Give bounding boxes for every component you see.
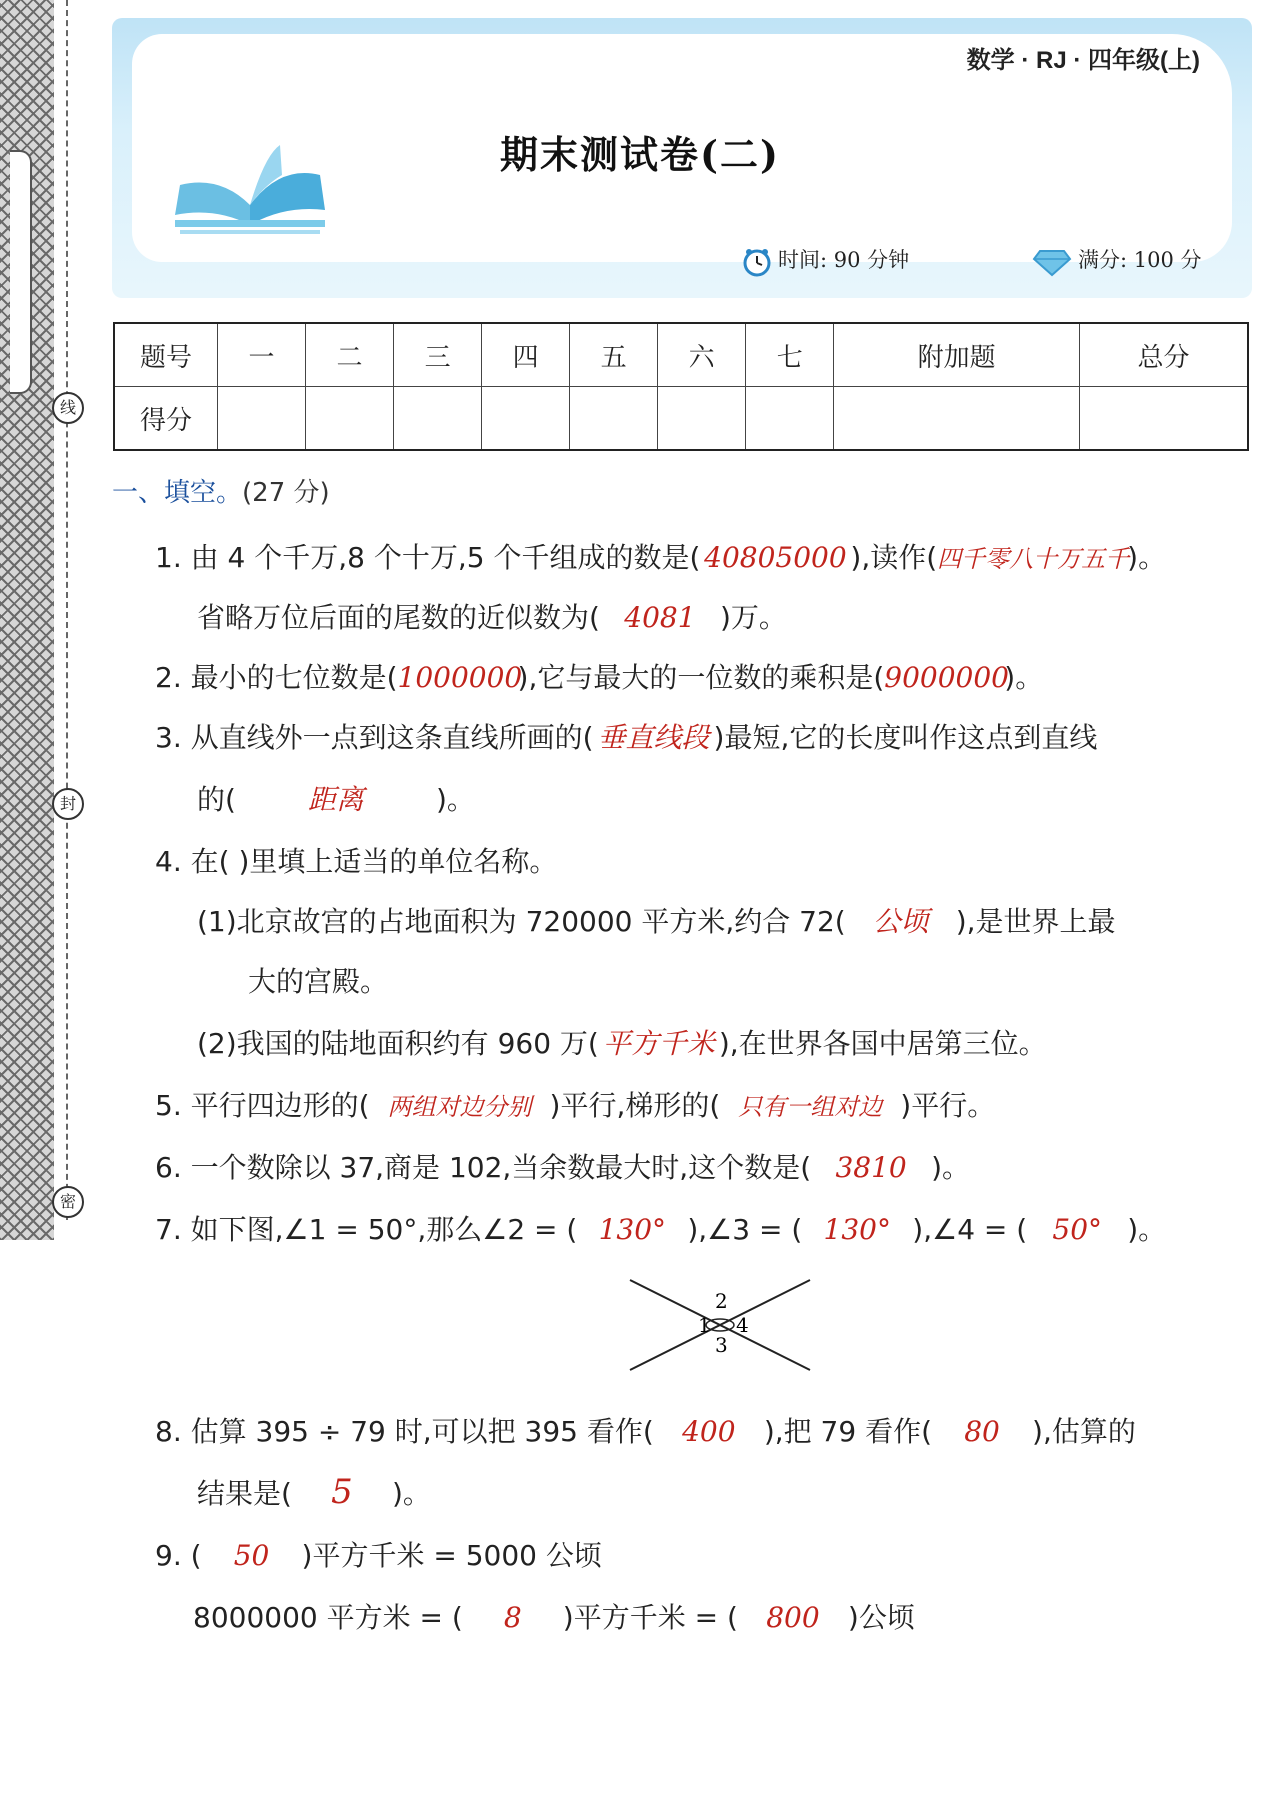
score-table-score-row (114, 387, 1248, 451)
table-cell: 三 (394, 323, 482, 387)
time-info (742, 244, 909, 277)
q9-text: 8000000 平方米 = ( (193, 1601, 463, 1634)
binding-char-xian: 线 (52, 392, 84, 424)
score-table (113, 322, 1249, 451)
score-table-header-row (114, 323, 1248, 387)
q4-text: ),在世界各国中居第三位。 (718, 1027, 1047, 1060)
q3-text: )最短,它的长度叫作这点到直线 (713, 721, 1098, 754)
section-title: 一、填空。 (112, 478, 243, 508)
angle-label-1: 1 (698, 1313, 711, 1337)
angle-label-4: 4 (736, 1313, 749, 1337)
q5-text: 5. 平行四边形的( (155, 1089, 370, 1122)
angle-diagram (620, 1270, 820, 1380)
table-cell: 总分 (1080, 323, 1248, 387)
table-cell: 七 (746, 323, 834, 387)
q5-text: )平行,梯形的( (549, 1089, 721, 1122)
question-4-part-2 (197, 1022, 1047, 1062)
table-cell: 六 (658, 323, 746, 387)
answer-field[interactable]: 四千零八十万五千 (937, 545, 1130, 573)
q3-text: )。 (435, 783, 475, 816)
answer-field[interactable]: 3810 (835, 1151, 907, 1184)
angle-label-2: 2 (715, 1289, 728, 1313)
question-4-part-1 (197, 900, 1116, 940)
q9-text: )公顷 (847, 1601, 915, 1634)
q1-text: 1. 由 4 个千万,8 个十万,5 个千组成的数是( (155, 541, 701, 574)
q1-text: )万。 (719, 601, 787, 634)
question-8 (155, 1410, 1136, 1450)
q8-text: ),估算的 (1032, 1415, 1136, 1448)
question-1 (155, 536, 1166, 576)
question-3 (155, 716, 1097, 756)
score-info (1032, 244, 1202, 277)
question-7 (155, 1208, 1166, 1248)
q4-text: (1)北京故宫的占地面积为 720000 平方米,约合 72( (197, 905, 846, 938)
question-9-line-2 (193, 1596, 915, 1636)
question-9 (155, 1534, 602, 1574)
q1-text: )。 (1127, 541, 1167, 574)
q2-text: )。 (1004, 661, 1044, 694)
q8-text: ),把 79 看作( (763, 1415, 933, 1448)
section-heading (112, 472, 330, 509)
question-8-line-2 (197, 1472, 431, 1512)
q7-text: ),∠4 = ( (912, 1213, 1028, 1246)
answer-field[interactable]: 公顷 (872, 905, 929, 938)
page-title: 期末测试卷(二) (500, 132, 780, 177)
score-text: 满分: 100 分 (1078, 248, 1202, 272)
q4-text: 大的宫殿。 (248, 965, 389, 998)
diamond-icon (1032, 247, 1072, 277)
q8-text: 8. 估算 395 ÷ 79 时,可以把 395 看作( (155, 1415, 654, 1448)
score-cell[interactable] (746, 387, 834, 451)
score-cell[interactable] (394, 387, 482, 451)
q2-text: 2. 最小的七位数是( (155, 661, 398, 694)
q3-text: 3. 从直线外一点到这条直线所画的( (155, 721, 594, 754)
cut-line (66, 0, 68, 1220)
score-cell[interactable] (218, 387, 306, 451)
q3-text: 的( (197, 783, 236, 816)
table-cell: 一 (218, 323, 306, 387)
score-cell[interactable] (834, 387, 1080, 451)
q5-text: )平行。 (900, 1089, 996, 1122)
answer-field[interactable]: 4081 (624, 601, 696, 634)
question-6 (155, 1146, 970, 1186)
subject-label: 数学 · RJ · 四年级(上) (966, 47, 1200, 74)
q4-text: (2)我国的陆地面积约有 960 万( (197, 1027, 599, 1060)
score-cell[interactable] (570, 387, 658, 451)
q9-text: 9. ( (155, 1539, 202, 1572)
table-cell: 得分 (114, 387, 218, 451)
answer-field[interactable]: 8 (503, 1601, 522, 1634)
q4-text: 4. 在( )里填上适当的单位名称。 (155, 845, 558, 878)
book-icon (170, 135, 330, 235)
table-cell: 题号 (114, 323, 218, 387)
answer-field[interactable]: 两组对边分别 (387, 1093, 532, 1121)
q1-text: ),读作( (850, 541, 938, 574)
answer-field[interactable]: 只有一组对边 (738, 1093, 883, 1121)
question-3-line-2 (197, 778, 475, 818)
binding-notch (10, 150, 32, 394)
answer-field[interactable]: 距离 (307, 783, 364, 816)
table-cell: 五 (570, 323, 658, 387)
answer-field[interactable]: 垂直线段 (597, 721, 710, 754)
answer-field[interactable]: 50 (233, 1539, 270, 1572)
time-text: 时间: 90 分钟 (778, 248, 910, 272)
q7-text: ),∠3 = ( (687, 1213, 803, 1246)
question-5 (155, 1084, 995, 1124)
question-4 (155, 840, 557, 880)
score-cell[interactable] (1080, 387, 1248, 451)
q7-text: 7. 如下图,∠1 = 50°,那么∠2 = ( (155, 1213, 578, 1246)
score-cell[interactable] (658, 387, 746, 451)
binding-char-feng: 封 (52, 788, 84, 820)
table-cell: 二 (306, 323, 394, 387)
q8-text: )。 (391, 1477, 431, 1510)
q8-text: 结果是( (197, 1477, 292, 1510)
score-cell[interactable] (306, 387, 394, 451)
answer-field[interactable]: 1000000 (397, 661, 523, 694)
q9-text: )平方千米 = ( (562, 1601, 738, 1634)
question-4-part-1-line-2 (248, 960, 388, 1000)
answer-field[interactable]: 400 (682, 1415, 736, 1448)
q6-text: )。 (931, 1151, 971, 1184)
answer-field[interactable]: 130° (598, 1213, 667, 1246)
answer-field[interactable]: 5 (331, 1472, 353, 1512)
question-1-line-2 (197, 596, 787, 636)
clock-icon (742, 247, 772, 277)
section-points: (27 分) (242, 478, 330, 508)
answer-field[interactable]: 130° (823, 1213, 891, 1246)
angle-label-3: 3 (715, 1333, 728, 1357)
score-cell[interactable] (482, 387, 570, 451)
table-cell: 四 (482, 323, 570, 387)
binding-char-mi: 密 (52, 1186, 84, 1218)
answer-field[interactable]: 9000000 (884, 661, 1009, 694)
q2-text: ),它与最大的一位数的乘积是( (517, 661, 885, 694)
answer-field[interactable]: 800 (766, 1601, 820, 1634)
q7-text: )。 (1127, 1213, 1167, 1246)
question-2 (155, 656, 1043, 696)
q1-text: 省略万位后面的尾数的近似数为( (197, 601, 600, 634)
answer-field[interactable]: 平方千米 (602, 1027, 715, 1060)
answer-field[interactable]: 80 (964, 1415, 1000, 1448)
answer-field[interactable]: 50° (1052, 1213, 1103, 1246)
q9-text: )平方千米 = 5000 公顷 (301, 1539, 602, 1572)
table-cell: 附加题 (834, 323, 1080, 387)
answer-field[interactable]: 40805000 (704, 541, 847, 574)
q6-text: 6. 一个数除以 37,商是 102,当余数最大时,这个数是( (155, 1151, 812, 1184)
q4-text: ),是世界上最 (955, 905, 1116, 938)
